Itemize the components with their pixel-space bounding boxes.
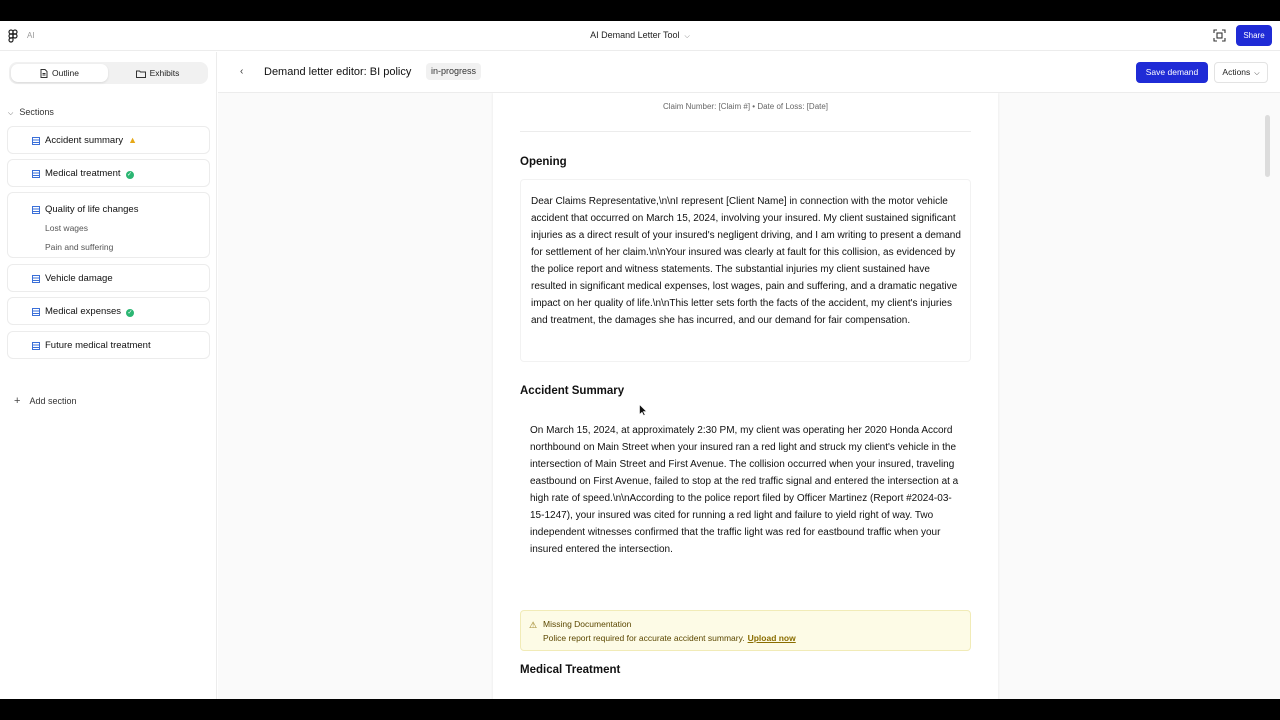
add-section-label: Add section [29,396,77,406]
missing-documentation-alert [520,610,971,651]
section-icon [32,342,40,350]
sidebar-item-label: Quality of life changes [45,204,139,215]
sidebar-subitem-lost-wages[interactable]: Lost wages [45,223,88,233]
save-demand-button[interactable]: Save demand [1136,62,1208,83]
section-icon [32,137,40,145]
scan-icon[interactable] [1213,29,1226,42]
tab-exhibits[interactable] [109,64,206,82]
section-title-accident-summary: Accident Summary [520,385,625,397]
opening-text-editor[interactable] [520,179,971,362]
app-title-text: AI Demand Letter Tool [590,30,680,40]
sidebar-item-text: Medical expenses [45,306,122,317]
check-circle-icon: ✓ [127,172,133,178]
sidebar [0,52,217,699]
sidebar-subitem-pain-and-suffering[interactable]: Pain and suffering [45,242,114,252]
upload-now-link[interactable]: Upload now [747,633,796,643]
share-button[interactable]: Share [1236,25,1272,46]
sidebar-item-medical-expenses[interactable] [7,297,210,325]
page-title: Demand letter editor: BI policy [264,66,412,78]
divider [520,131,971,132]
section-title-medical-treatment: Medical Treatment [520,664,621,676]
section-title-opening: Opening [520,156,567,168]
section-icon [32,308,40,316]
check-circle-icon: ✓ [127,310,133,316]
chevron-down-icon: ⌵ [8,110,14,117]
sidebar-item-label: Vehicle damage [45,273,113,284]
scrollbar-thumb[interactable] [1265,115,1270,177]
top-bar [0,21,1280,51]
alert-title: Missing Documentation [543,619,632,629]
claim-line: Claim Number: [Claim #] • Date of Loss: [Date] [662,102,829,111]
sidebar-item-label [45,306,134,317]
section-icon [32,206,40,214]
back-chevron-icon[interactable]: ‹ [240,66,244,77]
sidebar-item-label [45,135,137,146]
chevron-down-icon: ⌵ [684,33,690,40]
sidebar-item-accident-summary[interactable] [7,126,210,154]
sidebar-item-text: Accident summary [45,135,124,146]
sections-label: Sections [19,107,54,117]
sidebar-tabs [9,62,208,84]
warning-icon: ▲ [128,135,138,145]
letter-page [493,93,998,699]
section-icon [32,170,40,178]
warning-icon: ⚠ [529,620,538,630]
sections-toggle[interactable] [8,107,54,118]
app-title[interactable] [0,30,1280,41]
plus-icon: + [14,395,21,407]
ai-badge: AI [27,31,35,40]
alert-message: Police report required for accurate accident summary. [543,633,745,643]
document-icon [40,69,48,78]
sidebar-item-vehicle-damage[interactable] [7,264,210,292]
sidebar-item-text: Medical treatment [45,168,121,179]
alert-text [543,633,796,643]
accident-summary-text-editor[interactable] [520,409,971,587]
actions-menu-button[interactable] [1214,62,1268,83]
sidebar-item-future-medical-treatment[interactable] [7,331,210,359]
sidebar-item-quality-of-life[interactable] [7,192,210,258]
tab-exhibits-label: Exhibits [149,68,180,78]
sidebar-item-label: Future medical treatment [45,340,151,351]
folder-icon [136,70,146,78]
document-canvas [218,93,1280,699]
add-section-button[interactable] [14,395,76,407]
editor-header [218,52,1280,93]
chevron-down-icon: ⌵ [1254,70,1260,77]
mouse-cursor-icon [639,404,647,416]
tab-outline[interactable] [11,64,108,82]
app-window [0,21,1280,699]
opening-text: Dear Claims Representative,\n\nI represent [Client Name] in connection with the motor vehicle accident that occurred on March 15, 2024, involving your insured. My client sustained significant injuries as a direct result of your insured's negligent driving, and I am writing to present a demand for settlement of her claim.\n\nYour insured was clearly at fault for this collision, as evidenced by the police report and witness statements. The substantial injuries my client sustained have resulted in significant medical expenses, lost wages, pain and suffering, and a dramatic negative impact on her quality of life.\n\nThis letter sets forth the facts of the accident, my client's injuries and treatment, the damages she has incurred, and our demand for fair compensation. [531,196,961,326]
tab-outline-label: Outline [52,68,79,78]
actions-label: Actions [1222,67,1251,77]
accident-summary-text: On March 15, 2024, at approximately 2:30 PM, my client was operating her 2020 Honda Accord northbound on Main Street when your insured ran a red light and struck my client's vehicle in the intersection of Main Street and First Avenue. The collision occurred when your insured, traveling eastbound on First Avenue, failed to stop at the red traffic signal and entered the intersection at a high rate of speed.\n\nAccording to the police report filed by Officer Martinez (Report #2024-03-15-1247), your insured was cited for running a red light and failure to yield right of way. Two independent witnesses confirmed that the traffic light was red for eastbound traffic when your insured entered the intersection. [530,425,959,555]
sidebar-item-label [45,168,134,179]
sidebar-item-medical-treatment[interactable] [7,159,210,187]
section-icon [32,275,40,283]
status-badge: in-progress [426,63,481,80]
